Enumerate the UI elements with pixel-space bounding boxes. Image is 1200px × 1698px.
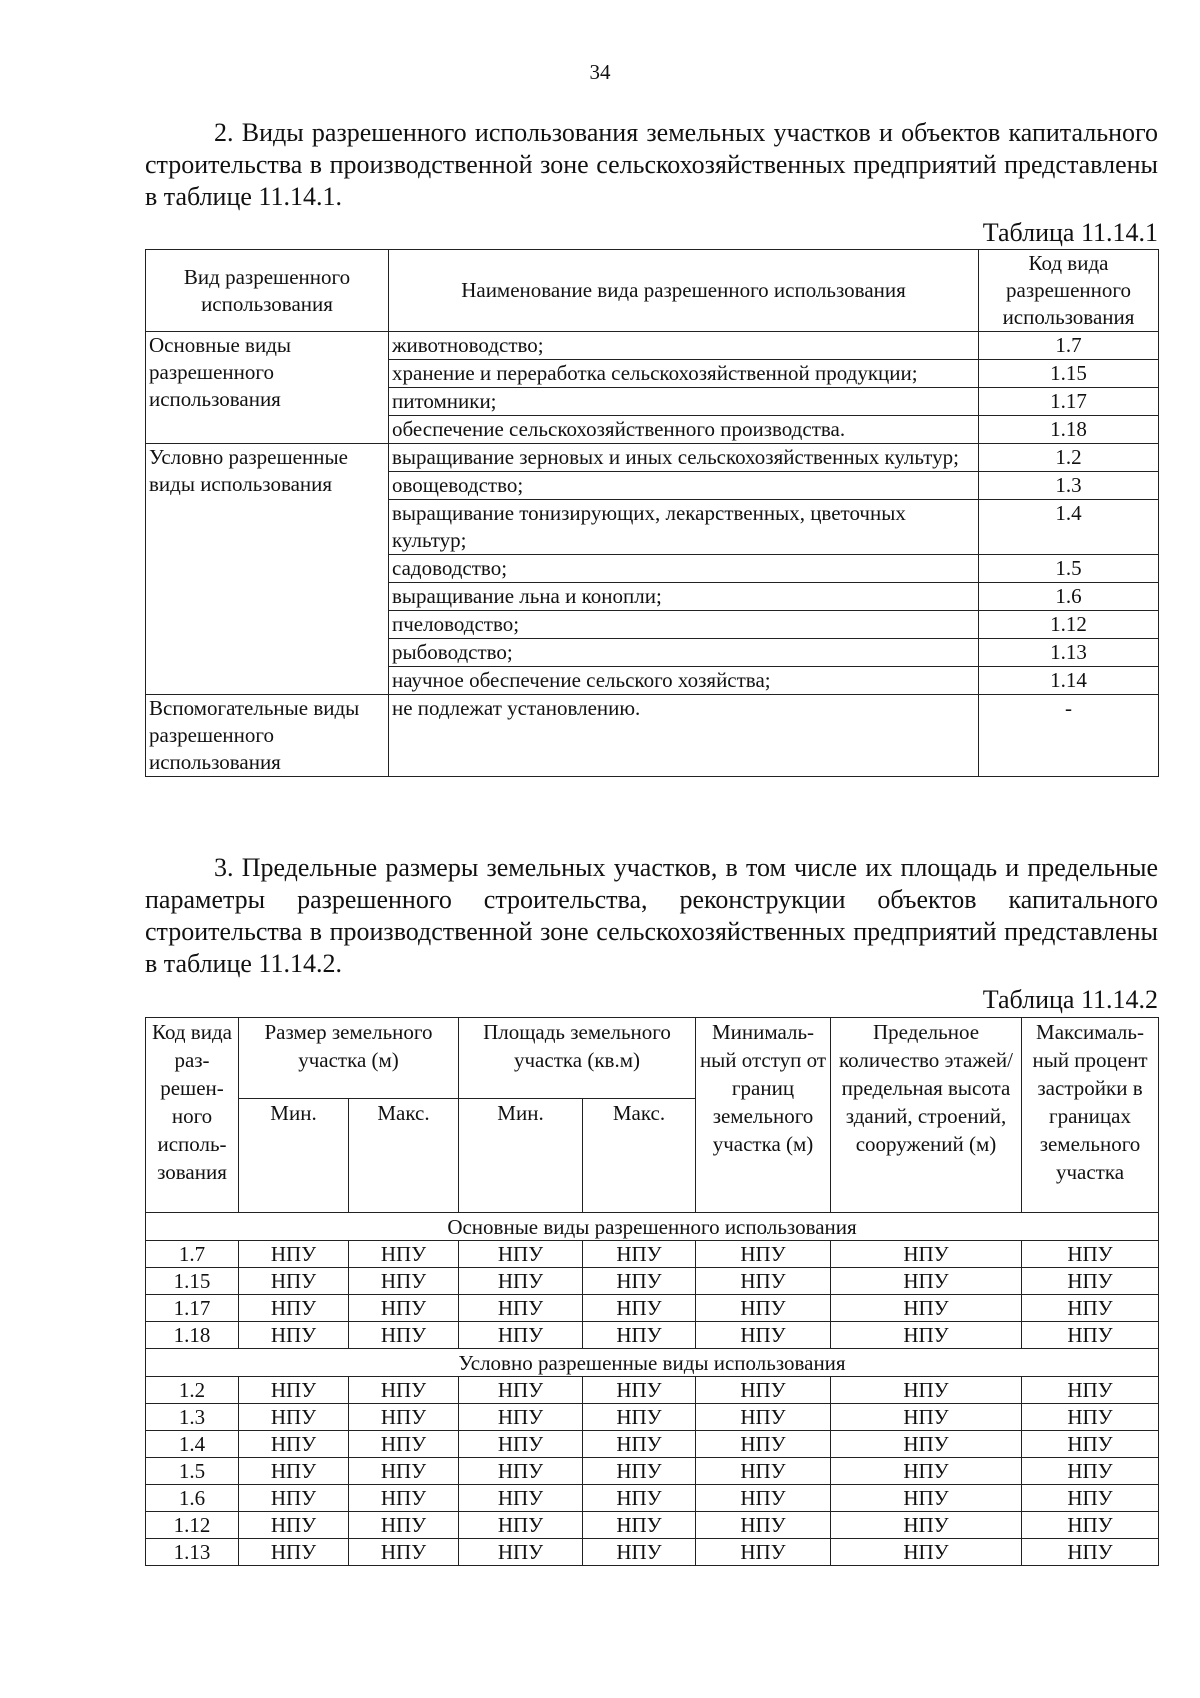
t2-header-floors: Предельное количество этажей/ предельная высота зданий, строений, сооружений (м) <box>831 1018 1022 1213</box>
t2-row <box>146 1322 1159 1349</box>
t2-value-cell: НПУ <box>831 1539 1022 1566</box>
t2-value-cell: НПУ <box>239 1458 349 1485</box>
t2-value-cell: НПУ <box>459 1241 583 1268</box>
t2-code-cell: 1.2 <box>146 1377 239 1404</box>
t2-value-cell: НПУ <box>696 1431 831 1458</box>
t2-value-cell: НПУ <box>459 1431 583 1458</box>
t2-value-cell: НПУ <box>583 1268 696 1295</box>
t2-row <box>146 1539 1159 1566</box>
t1-use-name: не подлежат установлению. <box>389 695 979 777</box>
t2-value-cell: НПУ <box>1022 1404 1159 1431</box>
t2-code-cell: 1.13 <box>146 1539 239 1566</box>
t2-value-cell: НПУ <box>239 1377 349 1404</box>
t2-section-title: Условно разрешенные виды использования <box>146 1349 1159 1377</box>
t2-value-cell: НПУ <box>1022 1377 1159 1404</box>
t2-value-cell: НПУ <box>239 1241 349 1268</box>
t2-value-cell: НПУ <box>696 1512 831 1539</box>
t1-row <box>146 332 1159 360</box>
t1-use-code: 1.5 <box>979 555 1159 583</box>
t1-group-label: Условно разрешенные виды использования <box>146 444 389 695</box>
t1-use-code: 1.15 <box>979 360 1159 388</box>
t1-row <box>146 695 1159 777</box>
t2-code-cell: 1.6 <box>146 1485 239 1512</box>
t1-use-code: 1.2 <box>979 444 1159 472</box>
t2-value-cell: НПУ <box>239 1404 349 1431</box>
t2-value-cell: НПУ <box>239 1539 349 1566</box>
t1-group-label: Основные виды разрешенного использования <box>146 332 389 444</box>
t1-use-name: питомники; <box>389 388 979 416</box>
t2-value-cell: НПУ <box>239 1431 349 1458</box>
t2-code-cell: 1.12 <box>146 1512 239 1539</box>
t2-value-cell: НПУ <box>349 1295 459 1322</box>
t2-value-cell: НПУ <box>831 1404 1022 1431</box>
t2-header-setback: Минималь- ный отступ от границ земельного участка (м) <box>696 1018 831 1213</box>
t2-value-cell: НПУ <box>1022 1512 1159 1539</box>
t2-value-cell: НПУ <box>459 1512 583 1539</box>
t2-value-cell: НПУ <box>696 1295 831 1322</box>
t1-use-name: животноводство; <box>389 332 979 360</box>
t2-row <box>146 1458 1159 1485</box>
t2-value-cell: НПУ <box>696 1268 831 1295</box>
t2-value-cell: НПУ <box>349 1377 459 1404</box>
t2-value-cell: НПУ <box>459 1404 583 1431</box>
t2-value-cell: НПУ <box>239 1512 349 1539</box>
t2-value-cell: НПУ <box>583 1377 696 1404</box>
t1-use-code: 1.3 <box>979 472 1159 500</box>
t2-value-cell: НПУ <box>696 1458 831 1485</box>
t2-value-cell: НПУ <box>1022 1241 1159 1268</box>
t2-value-cell: НПУ <box>1022 1268 1159 1295</box>
t2-value-cell: НПУ <box>1022 1322 1159 1349</box>
t1-row <box>146 444 1159 472</box>
t2-value-cell: НПУ <box>1022 1431 1159 1458</box>
t2-row <box>146 1295 1159 1322</box>
t2-row <box>146 1268 1159 1295</box>
t2-header-size: Размер земельного участка (м) <box>239 1018 459 1099</box>
t2-value-cell: НПУ <box>583 1295 696 1322</box>
t1-use-name: пчеловодство; <box>389 611 979 639</box>
t2-header-size-min: Мин. <box>239 1099 349 1213</box>
t2-row <box>146 1512 1159 1539</box>
t2-code-cell: 1.3 <box>146 1404 239 1431</box>
t2-code-cell: 1.15 <box>146 1268 239 1295</box>
t2-code-cell: 1.17 <box>146 1295 239 1322</box>
t2-value-cell: НПУ <box>459 1539 583 1566</box>
table-1-body <box>146 332 1159 777</box>
t2-value-cell: НПУ <box>583 1431 696 1458</box>
t2-row <box>146 1431 1159 1458</box>
t1-use-code: 1.4 <box>979 500 1159 555</box>
t2-value-cell: НПУ <box>349 1322 459 1349</box>
t2-code-cell: 1.5 <box>146 1458 239 1485</box>
t2-value-cell: НПУ <box>349 1485 459 1512</box>
table-1-caption: Таблица 11.14.1 <box>982 218 1158 247</box>
t1-use-name: хранение и переработка сельскохозяйственной продукции; <box>389 360 979 388</box>
t1-use-code: 1.17 <box>979 388 1159 416</box>
t2-header-area-max: Макс. <box>583 1099 696 1213</box>
t2-value-cell: НПУ <box>239 1295 349 1322</box>
t1-header-kind: Вид разрешенного использования <box>146 250 389 332</box>
t1-use-code: 1.6 <box>979 583 1159 611</box>
t2-value-cell: НПУ <box>696 1377 831 1404</box>
t1-use-code: 1.12 <box>979 611 1159 639</box>
t1-use-name: садоводство; <box>389 555 979 583</box>
t1-use-code: 1.13 <box>979 639 1159 667</box>
t2-value-cell: НПУ <box>239 1322 349 1349</box>
t2-value-cell: НПУ <box>349 1512 459 1539</box>
t2-row <box>146 1404 1159 1431</box>
t2-value-cell: НПУ <box>583 1322 696 1349</box>
t1-use-name: рыбоводство; <box>389 639 979 667</box>
t2-value-cell: НПУ <box>1022 1458 1159 1485</box>
t2-value-cell: НПУ <box>459 1322 583 1349</box>
t2-value-cell: НПУ <box>1022 1295 1159 1322</box>
table-11-14-1 <box>145 249 1159 777</box>
t1-use-code: 1.7 <box>979 332 1159 360</box>
t2-header-coverage: Максималь- ный процент застройки в границах земельного участка <box>1022 1018 1159 1213</box>
page-number: 34 <box>589 60 611 84</box>
t2-header-size-max: Макс. <box>349 1099 459 1213</box>
t2-value-cell: НПУ <box>696 1322 831 1349</box>
t1-use-name: научное обеспечение сельского хозяйства; <box>389 667 979 695</box>
t2-value-cell: НПУ <box>831 1322 1022 1349</box>
t2-value-cell: НПУ <box>349 1241 459 1268</box>
table-2-body <box>146 1213 1159 1566</box>
t2-row <box>146 1241 1159 1268</box>
t2-value-cell: НПУ <box>831 1512 1022 1539</box>
t2-value-cell: НПУ <box>239 1268 349 1295</box>
t2-value-cell: НПУ <box>349 1404 459 1431</box>
t1-use-name: обеспечение сельскохозяйственного производства. <box>389 416 979 444</box>
t2-value-cell: НПУ <box>583 1404 696 1431</box>
t2-value-cell: НПУ <box>583 1241 696 1268</box>
table-11-14-2 <box>145 1017 1159 1566</box>
t2-row <box>146 1485 1159 1512</box>
t1-use-name: выращивание зерновых и иных сельскохозяйственных культур; <box>389 444 979 472</box>
t2-value-cell: НПУ <box>459 1377 583 1404</box>
t2-value-cell: НПУ <box>583 1512 696 1539</box>
t2-value-cell: НПУ <box>583 1485 696 1512</box>
t2-value-cell: НПУ <box>831 1458 1022 1485</box>
paragraph-1: 2. Виды разрешенного использования земельных участков и объектов капитального строительства в производственной зоне сельскохозяйственных предприятий представлены в таблице 11.14.1. <box>145 118 1158 211</box>
t2-value-cell: НПУ <box>831 1485 1022 1512</box>
t1-use-code: 1.14 <box>979 667 1159 695</box>
t2-code-cell: 1.18 <box>146 1322 239 1349</box>
t2-value-cell: НПУ <box>831 1431 1022 1458</box>
t2-row <box>146 1377 1159 1404</box>
t2-value-cell: НПУ <box>349 1458 459 1485</box>
t2-value-cell: НПУ <box>349 1539 459 1566</box>
t2-value-cell: НПУ <box>583 1458 696 1485</box>
t2-section-row <box>146 1213 1159 1241</box>
t2-value-cell: НПУ <box>696 1404 831 1431</box>
t2-value-cell: НПУ <box>696 1241 831 1268</box>
t1-group-label: Вспомогательные виды разрешенного использования <box>146 695 389 777</box>
paragraph-2: 3. Предельные размеры земельных участков, в том числе их площадь и предельные параметры разрешенного строительства, реконструкции объектов капитального строительства в производственной зоне сельскохозяйственных предприятий представлены в таблице 11.14.2. <box>145 853 1158 978</box>
t1-use-code: 1.18 <box>979 416 1159 444</box>
t2-header-code: Код вида раз- решен- ного исполь- зования <box>146 1018 239 1213</box>
t1-use-code: - <box>979 695 1159 777</box>
t1-header-name: Наименование вида разрешенного использования <box>389 250 979 332</box>
t2-value-cell: НПУ <box>1022 1485 1159 1512</box>
t2-code-cell: 1.4 <box>146 1431 239 1458</box>
t2-value-cell: НПУ <box>459 1485 583 1512</box>
t2-value-cell: НПУ <box>831 1295 1022 1322</box>
t2-value-cell: НПУ <box>696 1485 831 1512</box>
t2-value-cell: НПУ <box>831 1268 1022 1295</box>
t2-section-row <box>146 1349 1159 1377</box>
t1-use-name: выращивание тонизирующих, лекарственных, цветочных культур; <box>389 500 979 555</box>
t2-value-cell: НПУ <box>696 1539 831 1566</box>
t1-header-code: Код вида разрешенного использования <box>979 250 1159 332</box>
t2-value-cell: НПУ <box>459 1458 583 1485</box>
t2-value-cell: НПУ <box>1022 1539 1159 1566</box>
t2-section-title: Основные виды разрешенного использования <box>146 1213 1159 1241</box>
t2-value-cell: НПУ <box>831 1377 1022 1404</box>
t2-header-area: Площадь земельного участка (кв.м) <box>459 1018 696 1099</box>
t2-value-cell: НПУ <box>349 1431 459 1458</box>
t2-value-cell: НПУ <box>239 1485 349 1512</box>
table-2-caption: Таблица 11.14.2 <box>982 985 1158 1014</box>
t2-value-cell: НПУ <box>459 1295 583 1322</box>
t1-use-name: овощеводство; <box>389 472 979 500</box>
t2-value-cell: НПУ <box>583 1539 696 1566</box>
t1-use-name: выращивание льна и конопли; <box>389 583 979 611</box>
t2-value-cell: НПУ <box>831 1241 1022 1268</box>
t2-value-cell: НПУ <box>459 1268 583 1295</box>
t2-code-cell: 1.7 <box>146 1241 239 1268</box>
t2-header-area-min: Мин. <box>459 1099 583 1213</box>
t2-value-cell: НПУ <box>349 1268 459 1295</box>
